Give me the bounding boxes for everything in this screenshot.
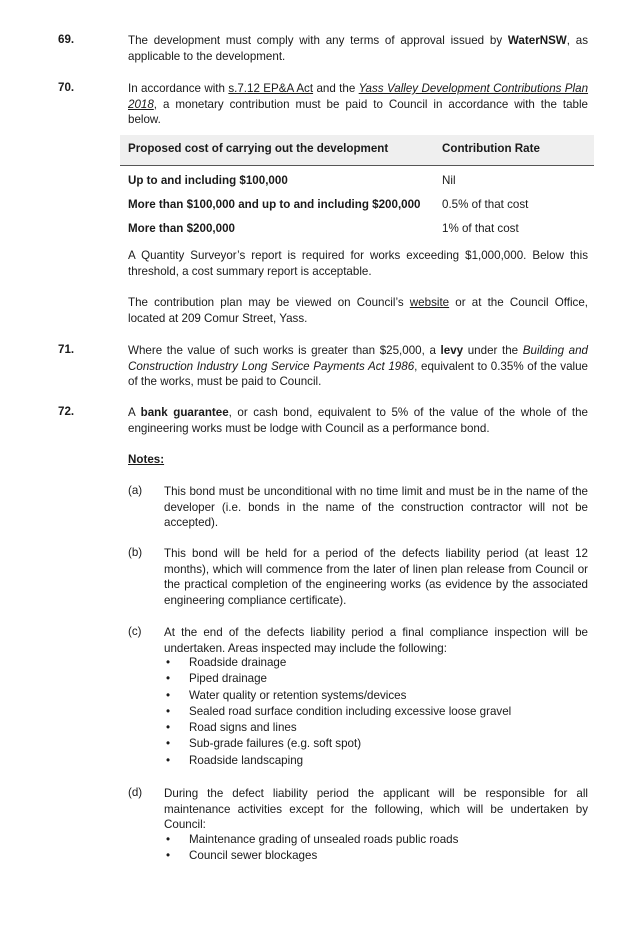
note-b-label: (b) <box>128 546 143 559</box>
plan-location-text <box>128 295 588 326</box>
note-c-text: At the end of the defects liability period a final compliance inspection will be undertaken. Areas inspected may include the following: <box>164 626 588 655</box>
cost-cell: More than $200,000 <box>128 222 235 235</box>
condition-70-text <box>128 81 588 128</box>
header-rate: Contribution Rate <box>442 142 540 155</box>
note-a-label: (a) <box>128 484 143 497</box>
condition-number-72: 72. <box>58 405 75 418</box>
table-row <box>120 192 594 216</box>
act-title: Building and Construction Industry Long Service Payments Act 1986 <box>128 344 588 373</box>
levy-bold: levy <box>440 344 464 357</box>
condition-number-71: 71. <box>58 343 75 356</box>
text-segment: , or cash bond, equivalent to 5% of the value of the whole of the engineering works must be lodge with Council as a performance bond. <box>128 406 588 435</box>
table-row <box>120 168 594 192</box>
text-segment: The development must comply with any terms of approval issued by <box>128 34 508 47</box>
condition-number-70: 70. <box>58 81 75 94</box>
rate-cell: Nil <box>442 174 456 187</box>
text-segment: In accordance with <box>128 82 229 95</box>
inspection-areas-list <box>164 655 511 769</box>
table-row <box>120 216 594 240</box>
note-d-text: During the defect liability period the applicant will be responsible for all maintenance activities except for the following, which will be undertaken by Council: <box>164 787 588 831</box>
text-segment: , equivalent to 0.35% of the value of the works, must be paid to Council. <box>128 359 588 388</box>
contributions-plan-link[interactable]: Yass Valley Development Contributions Plan 2018 <box>128 82 589 111</box>
watersnw-bold: WaterNSW <box>507 34 567 47</box>
list-item: • Water quality or retention systems/devices <box>164 688 511 704</box>
cost-cell: More than $100,000 and up to and including $200,000 <box>128 198 421 211</box>
note-b-text: This bond will be held for a period of the defects liability period (at least 12 months), which will commence from the later of linen plan release from Council or the practical completion of the engineering works (as evidence by the associated engineering compliance certificate). <box>164 547 588 607</box>
text-segment: or at the Council Office, located at 209 Comur Street, Yass. <box>128 296 588 325</box>
note-d-label: (d) <box>128 786 143 799</box>
list-item: • Council sewer blockages <box>164 848 458 864</box>
council-activities-list <box>164 832 458 865</box>
text-segment: , as applicable to the development. <box>128 34 589 63</box>
text-segment: The contribution plan may be viewed on Council’s <box>128 296 410 309</box>
condition-72-text <box>128 405 588 436</box>
text-segment: Where the value of such works is greater than $25,000, a <box>128 344 441 357</box>
act-link[interactable]: s.7.12 EP&A Act <box>228 82 314 95</box>
list-item: • Sealed road surface condition including excessive loose gravel <box>164 704 511 720</box>
list-item: • Roadside landscaping <box>164 753 511 769</box>
list-item: • Road signs and lines <box>164 720 511 736</box>
header-cost: Proposed cost of carrying out the development <box>128 142 389 155</box>
bank-guarantee-bold: bank guarantee <box>140 406 229 419</box>
rate-cell: 1% of that cost <box>442 222 519 235</box>
list-item: • Piped drainage <box>164 671 511 687</box>
condition-71-text <box>128 343 588 390</box>
text-segment: , a monetary contribution must be paid to Council in accordance with the table below. <box>128 97 588 126</box>
qs-report-text: A Quantity Surveyor’s report is required for works exceeding $1,000,000. Below this threshold, a cost summary report is acceptable. <box>128 249 588 278</box>
contribution-table <box>120 135 594 240</box>
text-segment: and the <box>313 82 359 95</box>
condition-69-text <box>128 33 588 64</box>
rate-cell: 0.5% of that cost <box>442 198 529 211</box>
table-header <box>120 135 594 166</box>
list-item: • Maintenance grading of unsealed roads public roads <box>164 832 458 848</box>
list-item: • Sub-grade failures (e.g. soft spot) <box>164 736 511 752</box>
note-a-text: This bond must be unconditional with no time limit and must be in the name of the developer (i.e. bonds in the name of the construction contractor will not be accepted). <box>164 485 588 529</box>
website-link[interactable]: website <box>409 296 450 309</box>
note-c-label: (c) <box>128 625 142 638</box>
cost-cell: Up to and including $100,000 <box>128 174 288 187</box>
condition-number-69: 69. <box>58 33 75 46</box>
text-segment: under the <box>463 344 523 357</box>
list-item: • Roadside drainage <box>164 655 511 671</box>
notes-heading: Notes: <box>128 453 165 466</box>
text-segment: A <box>128 406 141 419</box>
